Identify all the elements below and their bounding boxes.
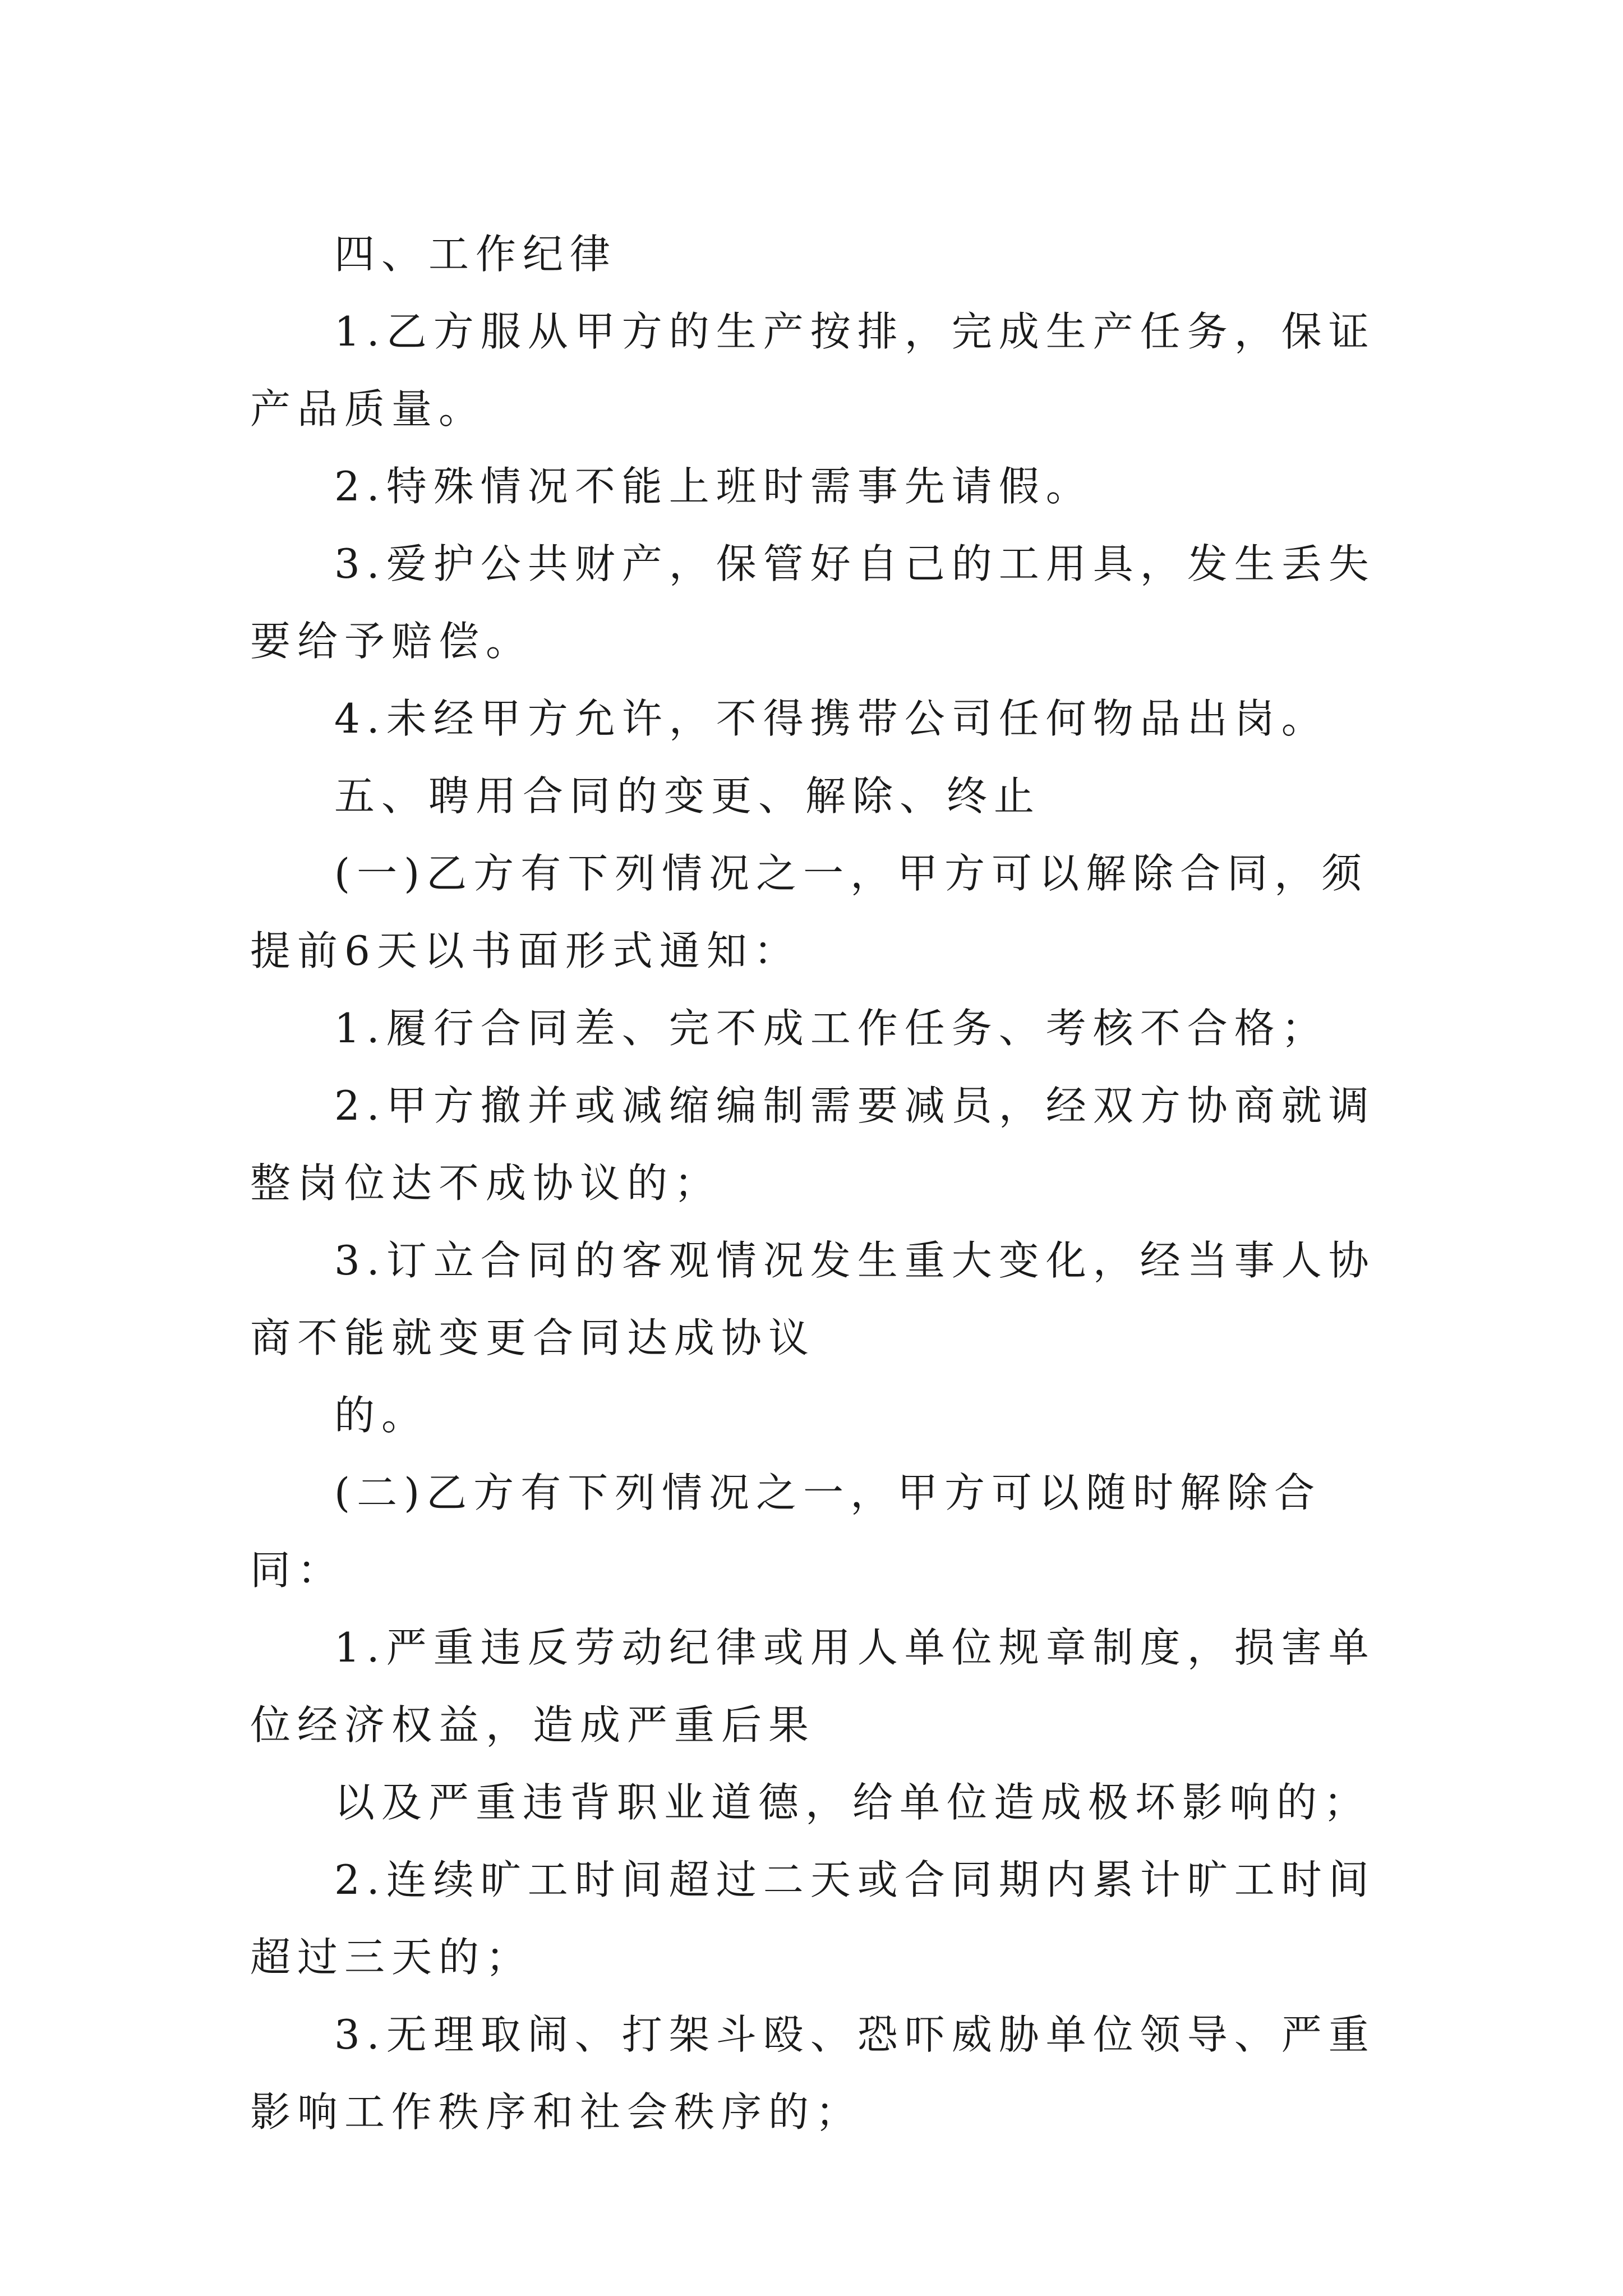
subsection-heading-1: (一)乙方有下列情况之一，甲方可以解除合同，须提前6天以书面形式通知： bbox=[250, 850, 1369, 974]
paragraph-discipline-1: 1.乙方服从甲方的生产按排，完成生产任务，保证产品质量。 bbox=[250, 308, 1376, 432]
paragraph-discipline-4: 4.未经甲方允许，不得携带公司任何物品出岗。 bbox=[334, 695, 1329, 742]
paragraph-sub2-item-1-continued: 以及严重违背职业道德，给单位造成极坏影响的； bbox=[334, 1779, 1371, 1826]
document-body bbox=[250, 215, 1394, 2151]
paragraph-sub1-item-3: 3.订立合同的客观情况发生重大变化，经当事人协商不能就变更合同达成协议 bbox=[250, 1237, 1376, 1361]
paragraph-sub2-item-3: 3.无理取闹、打架斗殴、恐吓威胁单位领导、严重影响工作秩序和社会秩序的； bbox=[250, 2011, 1376, 2136]
paragraph-sub2-item-2: 2.连续旷工时间超过二天或合同期内累计旷工时间超过三天的； bbox=[250, 1856, 1376, 1981]
paragraph-sub1-item-3-continued: 的。 bbox=[334, 1392, 429, 1439]
subsection-heading-2: (二)乙方有下列情况之一，甲方可以随时解除合同： bbox=[250, 1469, 1322, 1594]
paragraph-sub1-item-2: 2.甲方撤并或减缩编制需要减员，经双方协商就调整岗位达不成协议的； bbox=[250, 1082, 1376, 1207]
paragraph-sub2-item-1: 1.严重违反劳动纪律或用人单位规章制度，损害单位经济权益，造成严重后果 bbox=[250, 1624, 1376, 1749]
paragraph-sub1-item-1: 1.履行合同差、完不成工作任务、考核不合格； bbox=[334, 1005, 1329, 1052]
paragraph-discipline-2: 2.特殊情况不能上班时需事先请假。 bbox=[334, 463, 1093, 510]
section-heading-contract-changes: 五、聘用合同的变更、解除、终止 bbox=[334, 772, 1041, 820]
paragraph-discipline-3: 3.爱护公共财产，保管好自己的工用具，发生丢失要给予赔偿。 bbox=[250, 540, 1376, 665]
section-heading-work-discipline: 四、工作纪律 bbox=[334, 231, 617, 278]
